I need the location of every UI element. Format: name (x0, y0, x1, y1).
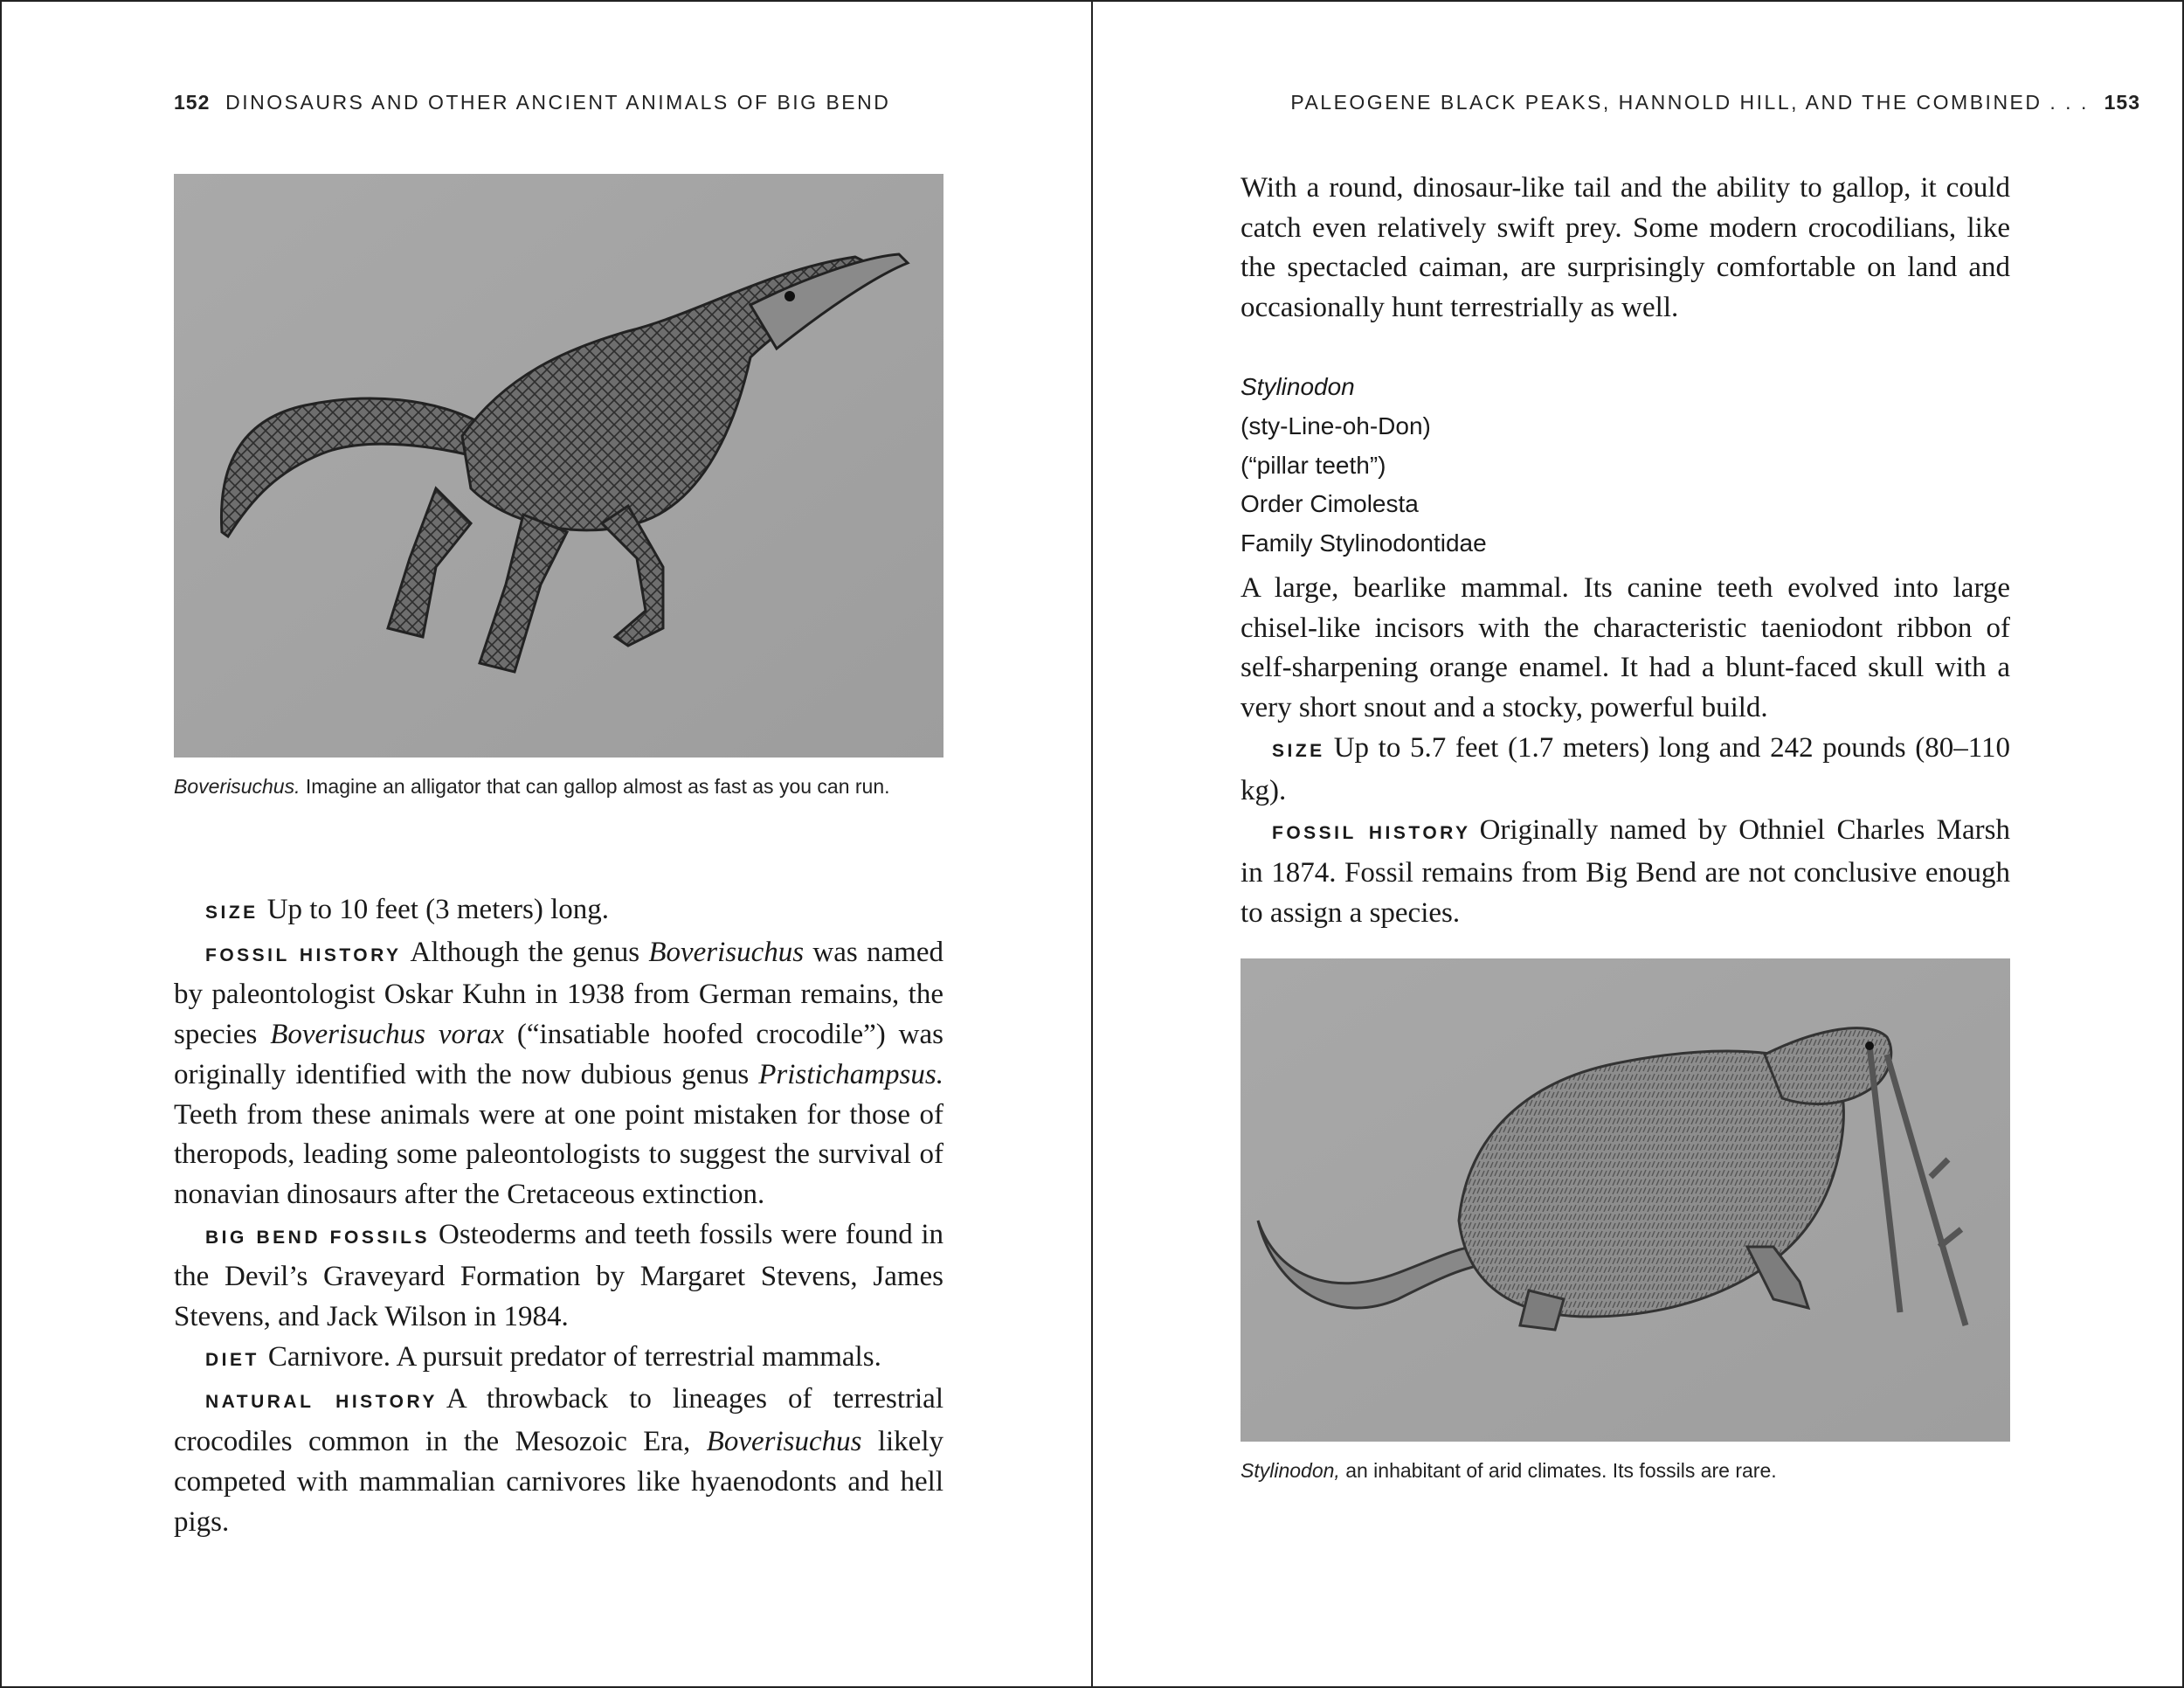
boverisuchus-illustration (174, 174, 943, 758)
page-number: 153 (2104, 91, 2140, 114)
stylinodon-entry-heading (1241, 368, 2010, 564)
entry-pronunciation: (sty-Line-oh-Don) (1241, 412, 1431, 439)
fossil-history-paragraph (1241, 811, 2010, 933)
genus-name: Boverisuchus (648, 936, 805, 968)
intro-paragraph: With a round, dinosaur-like tail and the ability to gallop, it could catch even relatively swift prey. Some modern crocodilians, like the spectacled caiman, are surprisingly comfortable on land and occasionally hunt terrestrially as well. (1241, 172, 2010, 324)
big-bend-fossils-label: BIG BEND FOSSILS (205, 1227, 430, 1248)
dubious-genus-name: Pristichampsus. (758, 1058, 943, 1090)
running-head-text: PALEOGENE BLACK PEAKS, HANNOLD HILL, AND THE COMBINED . . . (1290, 91, 2089, 114)
page-number: 152 (174, 91, 211, 114)
diet-label: DIET (205, 1349, 259, 1370)
genus-name: Boverisuchus (706, 1426, 862, 1458)
caption-species-name: Boverisuchus. (174, 775, 301, 798)
fossil-history-text: was named by paleontologist Oskar Kuhn in 1938 from German remains, the species (174, 936, 943, 1051)
size-label: SIZE (1272, 740, 1325, 761)
fossil-history-text: (“insatiable hoofed crocodile”) was originally identified with the now dubious genus (174, 1019, 944, 1090)
running-head-text: DINOSAURS AND OTHER ANCIENT ANIMALS OF BIG BEND (225, 91, 891, 114)
stylinodon-illustration (1241, 958, 2010, 1442)
fossil-history-paragraph (174, 933, 943, 1215)
big-bend-fossils-paragraph (174, 1215, 943, 1338)
natural-history-paragraph (174, 1380, 943, 1542)
size-text: Up to 10 feet (3 meters) long. (266, 894, 609, 925)
fossil-history-text: Although the genus (410, 936, 649, 968)
fossil-history-text: Originally named by Othniel Charles Marsh in 1874. Fossil remains from Big Bend are not conclusive enough to assign a species. (1241, 814, 2010, 929)
caption-species-name: Stylinodon, (1241, 1459, 1340, 1482)
stylinodon-caption (1241, 1456, 2010, 1486)
description-paragraph: A large, bearlike mammal. Its canine teeth evolved into large chisel-like incisors with the characteristic taeniodont ribbon of self-sharpening orange enamel. It had a blunt-faced skull with a very short snout and a stocky, powerful build. (1241, 572, 2010, 724)
diet-text: Carnivore. A pursuit predator of terrestrial mammals. (267, 1340, 881, 1373)
running-head-right (1290, 91, 2140, 114)
right-page (1093, 0, 2184, 1688)
caption-text: Imagine an alligator that can gallop almost as fast as you can run. (300, 775, 890, 798)
entry-meaning: (“pillar teeth”) (1241, 451, 1386, 479)
fossil-history-label: FOSSIL HISTORY (1272, 823, 1471, 844)
natural-history-label: NATURAL HISTORY (205, 1392, 438, 1413)
diet-paragraph (174, 1338, 943, 1380)
caption-text: an inhabitant of arid climates. Its fossils are rare. (1339, 1459, 1777, 1482)
fossil-history-text: Teeth from these animals were at one point mistaken for those of theropods, leading some paleontologists to suggest the survival of nonavian dinosaurs after the Cretaceous extinction. (174, 1098, 943, 1210)
left-page (0, 0, 1091, 1688)
size-label: SIZE (205, 903, 259, 923)
size-paragraph (174, 890, 943, 933)
boverisuchus-caption (174, 771, 943, 802)
fossil-history-label: FOSSIL HISTORY (205, 944, 402, 965)
species-name: Boverisuchus vorax (270, 1019, 505, 1051)
natural-history-text: likely competed with mammalian carnivores like hyaenodonts and hell pigs. (174, 1426, 943, 1538)
right-body-text (1241, 569, 2010, 933)
entry-order: Order Cimolesta (1241, 490, 1419, 518)
running-head-left (174, 91, 890, 114)
entry-family: Family Stylinodontidae (1241, 529, 1487, 557)
size-text: Up to 5.7 feet (1.7 meters) long and 242 pounds (80–110 kg). (1241, 731, 2010, 806)
size-paragraph (1241, 729, 2010, 811)
big-bend-fossils-text: Osteoderms and teeth fossils were found in the Devil’s Graveyard Formation by Margaret Stevens, James Stevens, and Jack Wilson in 1984. (174, 1218, 943, 1333)
entry-title: Stylinodon (1241, 373, 1355, 400)
natural-history-text: A throwback to lineages of terrestrial crocodiles common in the Mesozoic Era, (174, 1383, 943, 1458)
right-intro-text (1241, 169, 2010, 329)
left-body-text (174, 890, 943, 1542)
